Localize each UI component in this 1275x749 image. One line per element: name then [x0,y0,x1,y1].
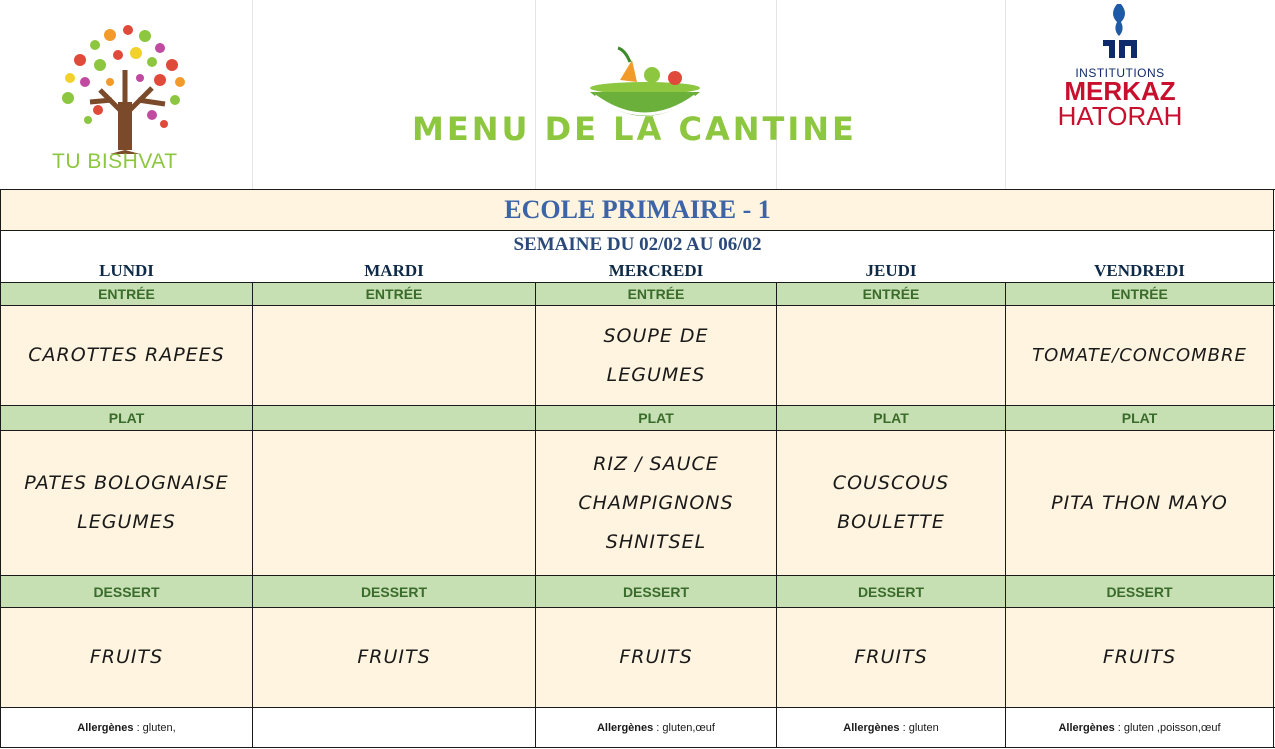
day-header-lundi: LUNDI [99,261,154,280]
entree-dish-jeudi [777,306,1005,405]
dessert-label-jeudi: DESSERT [857,583,925,600]
day-header-mardi: MARDI [364,261,424,280]
entree-dish-lundi: CAROTTES RAPEES [28,344,225,366]
plat-label-mercredi: PLAT [638,410,674,426]
day-header-vendredi: VENDREDI [1094,261,1185,280]
day-header-jeudi: JEUDI [865,261,917,280]
allergen-label: Allergènes [77,721,134,734]
dessert-label-mardi: DESSERT [360,583,428,600]
merkaz-institutions-text: INSTITUTIONS [1075,66,1165,80]
school-title: ECOLE PRIMAIRE - 1 [504,195,771,224]
allergens-vendredi [1006,708,1273,747]
dessert-dish-lundi: FRUITS [89,646,164,668]
entree-label-mercredi: ENTRÉE [627,286,685,302]
allergens-jeudi [777,708,1005,747]
allergen-label: Allergènes [596,721,654,734]
allergen-values: : gluten,œuf [653,721,715,734]
merkaz-hatorah-emblem [1095,0,1145,62]
week-title: SEMAINE DU 02/02 AU 06/02 [513,234,762,255]
allergen-values: : gluten, [133,721,176,734]
plat-dish-vendredi: PITA THON MAYO [1051,491,1228,514]
day-header-mercredi: MERCREDI [608,261,704,280]
allergen-label: Allergènes [1058,721,1115,734]
tu-bishvat-logo-text: TU BISHVAT [52,150,178,173]
dessert-label-mercredi: DESSERT [622,583,690,600]
vline [1273,189,1274,748]
entree-label-jeudi: ENTRÉE [862,286,920,302]
hatorah-name-text: HATORAH [1057,101,1183,131]
entree-label-lundi: ENTRÉE [98,286,155,302]
allergen-values: : gluten ,poisson,œuf [1114,721,1221,734]
allergen-label: Allergènes [843,721,900,734]
allergens-lundi [1,708,252,747]
dessert-dish-vendredi: FRUITS [1102,646,1177,668]
plat-label-mardi [253,406,535,430]
allergens-mercredi [536,708,776,747]
plat-dish-mardi [253,431,535,575]
entree-dish-mardi [253,306,535,405]
entree-label-mardi: ENTRÉE [365,286,423,302]
allergens-mardi [253,708,535,747]
dessert-label-lundi: DESSERT [93,583,160,600]
dessert-label-vendredi: DESSERT [1106,583,1173,600]
dessert-dish-jeudi: FRUITS [854,646,928,668]
entree-dish-vendredi: TOMATE/CONCOMBRE [1032,345,1247,366]
plat-label-jeudi: PLAT [873,410,909,426]
dessert-dish-mardi: FRUITS [357,646,431,668]
hline [0,747,1275,748]
entree-dish-mercredi: SOUPE DE LEGUMES [603,324,709,386]
plat-label-vendredi: PLAT [1121,410,1158,426]
page-title: MENU DE LA CANTINE [412,110,857,148]
dessert-dish-mercredi: FRUITS [619,646,693,668]
plat-dish-jeudi: COUSCOUS BOULETTE [832,472,950,533]
allergen-values: : gluten [899,721,939,734]
hline [0,230,1275,231]
hline [0,189,1275,190]
plat-label-lundi: PLAT [108,410,145,426]
plat-dish-mercredi: RIZ / SAUCE CHAMPIGNONS SHNITSEL [578,452,734,553]
merkaz-name-text: MERKAZ [1064,76,1176,106]
entree-label-vendredi: ENTRÉE [1111,286,1168,302]
plat-dish-lundi: PATES BOLOGNAISE LEGUMES [24,472,229,533]
